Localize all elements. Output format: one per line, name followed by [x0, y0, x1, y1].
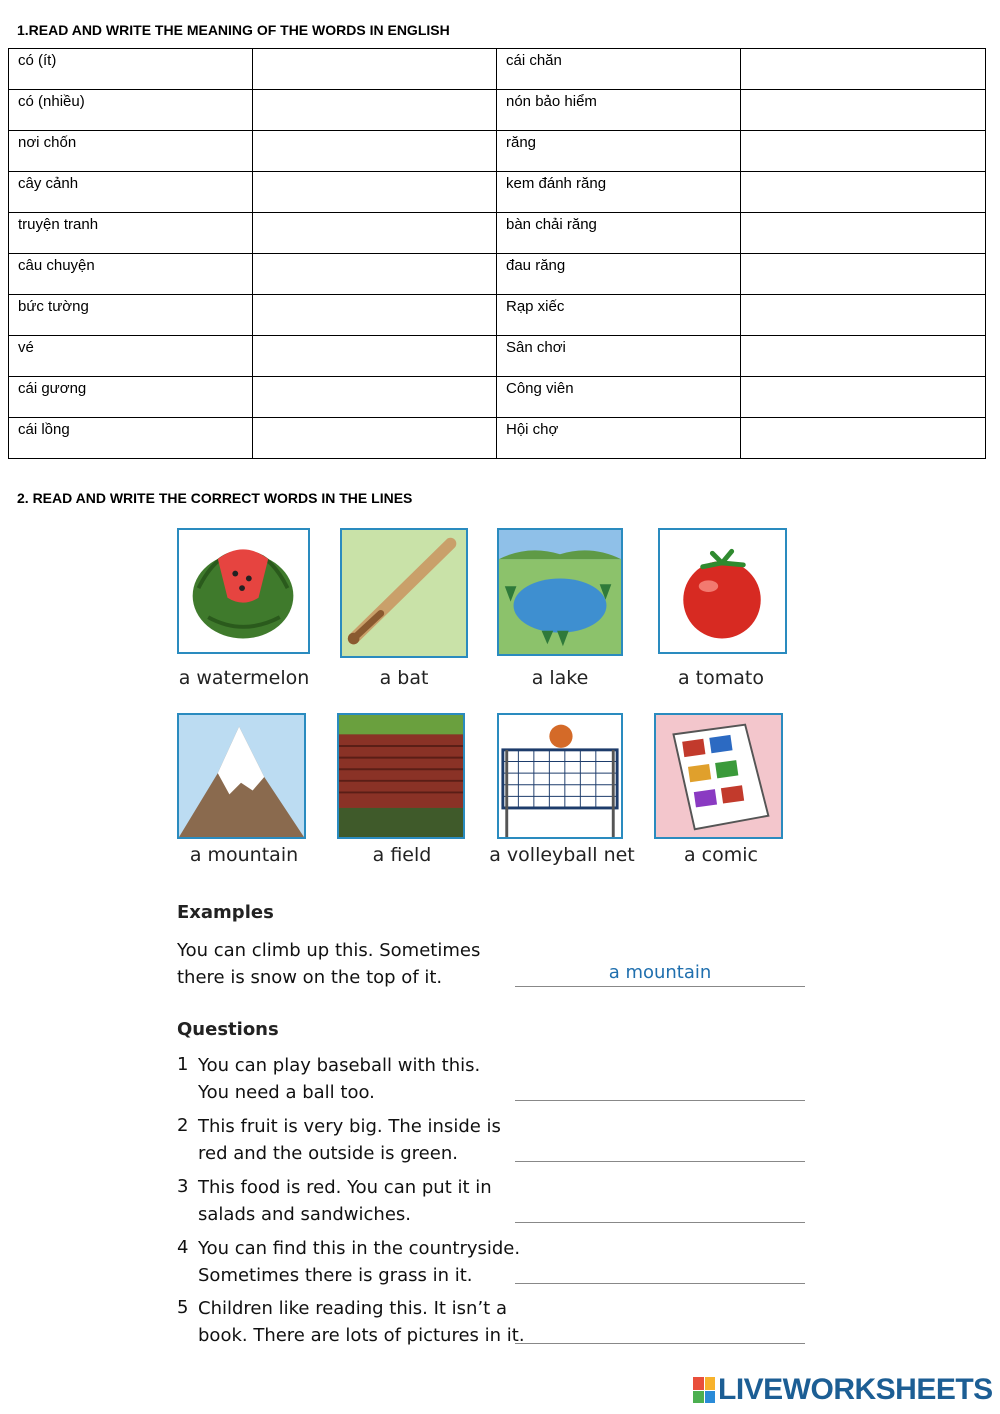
english-meaning-input[interactable] — [253, 254, 496, 294]
question-line-1: You can play baseball with this. — [198, 1055, 481, 1076]
english-meaning-input[interactable] — [253, 131, 496, 171]
section-2-title: 2. READ AND WRITE THE CORRECT WORDS IN THE LINES — [17, 490, 413, 506]
answer-line — [515, 1194, 805, 1223]
english-meaning-cell — [741, 336, 986, 377]
english-meaning-input[interactable] — [253, 377, 496, 417]
vocab-row — [9, 131, 986, 172]
answer-input[interactable] — [515, 1255, 809, 1285]
picture-label: a mountain — [189, 844, 299, 866]
answer-line — [515, 1255, 805, 1284]
tomato-icon — [660, 530, 785, 652]
english-meaning-input[interactable] — [253, 172, 496, 212]
question-number: 2 — [177, 1115, 189, 1136]
answer-input[interactable] — [515, 1194, 809, 1224]
picture-label: a lake — [531, 667, 589, 689]
question-line-2: salads and sandwiches. — [198, 1204, 411, 1225]
example-line-2: there is snow on the top of it. — [177, 967, 443, 988]
english-meaning-cell — [253, 377, 497, 418]
english-meaning-input[interactable] — [253, 336, 496, 376]
english-meaning-cell — [253, 90, 497, 131]
english-meaning-cell — [253, 418, 497, 459]
vietnamese-word: Rạp xiếc — [497, 295, 741, 336]
vietnamese-word: câu chuyện — [9, 254, 253, 295]
question-line-2: book. There are lots of pictures in it. — [198, 1325, 525, 1346]
question-text — [198, 1295, 525, 1349]
english-meaning-cell — [253, 131, 497, 172]
liveworksheets-logo — [693, 1373, 993, 1407]
lake-icon — [499, 530, 621, 654]
english-meaning-cell — [741, 49, 986, 90]
picture-label: a comic — [684, 844, 758, 866]
english-meaning-input[interactable] — [253, 90, 496, 130]
english-meaning-cell — [741, 213, 986, 254]
vietnamese-word: cái lồng — [9, 418, 253, 459]
answer-input[interactable] — [515, 1133, 809, 1163]
english-meaning-input[interactable] — [741, 172, 985, 212]
vietnamese-word: cái gương — [9, 377, 253, 418]
question-line-2: Sometimes there is grass in it. — [198, 1265, 473, 1286]
vietnamese-word: có (ít) — [9, 49, 253, 90]
english-meaning-input[interactable] — [741, 49, 985, 89]
english-meaning-input[interactable] — [253, 295, 496, 335]
vocab-row — [9, 90, 986, 131]
english-meaning-input[interactable] — [741, 90, 985, 130]
picture-label: a volleyball net — [489, 844, 635, 866]
vietnamese-word: Hội chợ — [497, 418, 741, 459]
english-meaning-input[interactable] — [253, 49, 496, 89]
vocab-row — [9, 295, 986, 336]
english-meaning-input[interactable] — [741, 336, 985, 376]
english-meaning-cell — [253, 172, 497, 213]
answer-line — [515, 1133, 805, 1162]
vietnamese-word: bàn chải răng — [497, 213, 741, 254]
vietnamese-word: truyện tranh — [9, 213, 253, 254]
picture-label: a watermelon — [178, 667, 310, 689]
english-meaning-cell — [741, 418, 986, 459]
question-text — [198, 1174, 492, 1228]
english-meaning-input[interactable] — [741, 254, 985, 294]
english-meaning-input[interactable] — [741, 131, 985, 171]
vocab-row — [9, 49, 986, 90]
english-meaning-input[interactable] — [741, 295, 985, 335]
question-text — [198, 1052, 480, 1106]
english-meaning-input[interactable] — [741, 377, 985, 417]
answer-input[interactable] — [515, 1072, 809, 1102]
english-meaning-cell — [253, 336, 497, 377]
question-line-1: Children like reading this. It isn’t a — [198, 1298, 507, 1319]
example-answer: a mountain — [608, 962, 712, 983]
vietnamese-word: Công viên — [497, 377, 741, 418]
english-meaning-cell — [741, 90, 986, 131]
liveworksheets-logo-icon — [693, 1377, 715, 1403]
question-line-2: red and the outside is green. — [198, 1143, 458, 1164]
examples-heading: Examples — [177, 902, 274, 923]
example-answer-line — [515, 958, 805, 987]
answer-line — [515, 1315, 805, 1344]
english-meaning-cell — [741, 254, 986, 295]
mountain-icon — [179, 715, 304, 837]
english-meaning-cell — [741, 131, 986, 172]
vietnamese-word: có (nhiều) — [9, 90, 253, 131]
english-meaning-input[interactable] — [741, 213, 985, 253]
vocab-row — [9, 336, 986, 377]
watermelon-picture — [177, 528, 310, 654]
questions-heading: Questions — [177, 1019, 279, 1040]
question-text — [198, 1113, 501, 1167]
english-meaning-cell — [253, 213, 497, 254]
english-meaning-input[interactable] — [253, 213, 496, 253]
english-meaning-input[interactable] — [741, 418, 985, 458]
watermelon-icon — [179, 530, 308, 652]
bat-picture — [340, 528, 468, 658]
vietnamese-word: đau răng — [497, 254, 741, 295]
question-number: 3 — [177, 1176, 189, 1197]
vocab-row — [9, 213, 986, 254]
english-meaning-cell — [741, 295, 986, 336]
picture-label: a field — [372, 844, 432, 866]
vocabulary-table — [8, 48, 986, 459]
question-number: 4 — [177, 1237, 189, 1258]
vietnamese-word: cây cảnh — [9, 172, 253, 213]
lake-picture — [497, 528, 623, 656]
english-meaning-input[interactable] — [253, 418, 496, 458]
picture-label: a tomato — [678, 667, 764, 689]
vocab-row — [9, 254, 986, 295]
vietnamese-word: kem đánh răng — [497, 172, 741, 213]
comic-icon — [656, 715, 781, 837]
question-text — [198, 1235, 520, 1289]
volleyball-net-icon — [499, 715, 621, 837]
question-line-1: This fruit is very big. The inside is — [198, 1116, 501, 1137]
question-line-1: You can find this in the countryside. — [198, 1238, 521, 1259]
answer-line — [515, 1072, 805, 1101]
example-text — [177, 937, 480, 991]
vietnamese-word: Sân chơi — [497, 336, 741, 377]
english-meaning-cell — [253, 295, 497, 336]
vocab-row — [9, 418, 986, 459]
mountain-picture — [177, 713, 306, 839]
vietnamese-word: vé — [9, 336, 253, 377]
section-1-title: 1.READ AND WRITE THE MEANING OF THE WORDS IN ENGLISH — [17, 22, 450, 38]
english-meaning-cell — [253, 254, 497, 295]
bat-icon — [342, 530, 466, 656]
vocab-row — [9, 172, 986, 213]
vietnamese-word: răng — [497, 131, 741, 172]
vietnamese-word: bức tường — [9, 295, 253, 336]
vietnamese-word: nón bảo hiểm — [497, 90, 741, 131]
brand-text: LIVEWORKSHEETS — [718, 1373, 993, 1406]
field-picture — [337, 713, 465, 839]
tomato-picture — [658, 528, 787, 654]
question-number: 1 — [177, 1054, 189, 1075]
example-line-1: You can climb up this. Sometimes — [177, 940, 481, 961]
question-line-2: You need a ball too. — [198, 1082, 375, 1103]
comic-picture — [654, 713, 783, 839]
english-meaning-cell — [741, 377, 986, 418]
picture-label: a bat — [379, 667, 429, 689]
english-meaning-cell — [253, 49, 497, 90]
vietnamese-word: cái chăn — [497, 49, 741, 90]
answer-input[interactable] — [515, 1315, 809, 1345]
english-meaning-cell — [741, 172, 986, 213]
volleyball-net-picture — [497, 713, 623, 839]
field-icon — [339, 715, 463, 837]
vocab-row — [9, 377, 986, 418]
question-number: 5 — [177, 1297, 189, 1318]
question-line-1: This food is red. You can put it in — [198, 1177, 492, 1198]
vietnamese-word: nơi chốn — [9, 131, 253, 172]
